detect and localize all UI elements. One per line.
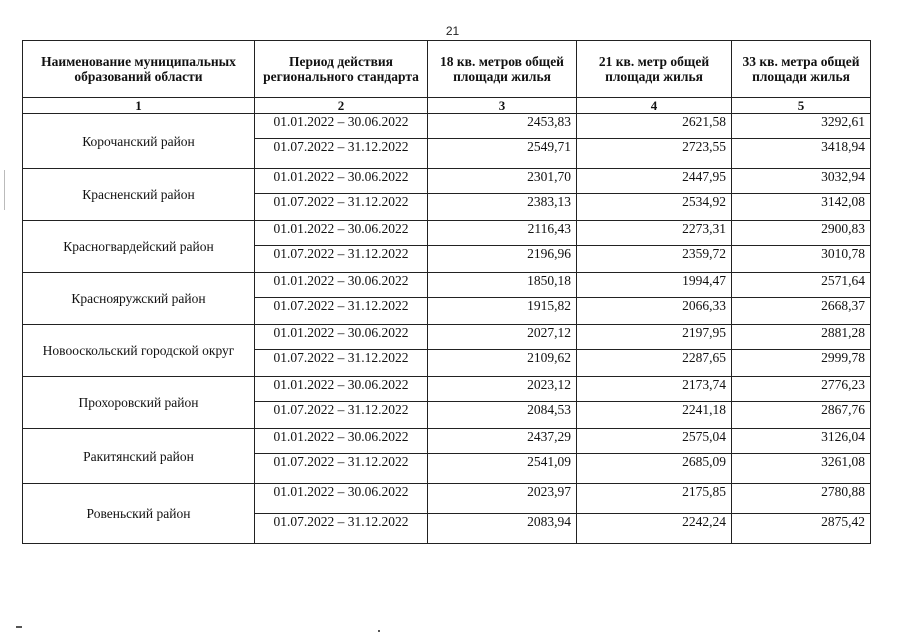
value-21-sqm: 2621,58 [577, 114, 732, 139]
value-18-sqm: 2541,09 [428, 454, 577, 484]
value-33-sqm: 3032,94 [732, 169, 871, 194]
value-18-sqm: 2084,53 [428, 402, 577, 429]
value-18-sqm: 2437,29 [428, 429, 577, 454]
value-21-sqm: 2175,85 [577, 484, 732, 514]
housing-cost-standard-table [22, 40, 871, 544]
value-21-sqm: 2359,72 [577, 246, 732, 273]
value-21-sqm: 2242,24 [577, 514, 732, 544]
value-18-sqm: 2023,12 [428, 377, 577, 402]
value-33-sqm: 2875,42 [732, 514, 871, 544]
value-18-sqm: 1850,18 [428, 273, 577, 298]
value-33-sqm: 2881,28 [732, 325, 871, 350]
period-cell: 01.01.2022 – 30.06.2022 [255, 429, 428, 454]
value-18-sqm: 2453,83 [428, 114, 577, 139]
value-33-sqm: 3261,08 [732, 454, 871, 484]
value-21-sqm: 2723,55 [577, 139, 732, 169]
value-33-sqm: 2780,88 [732, 484, 871, 514]
period-cell: 01.07.2022 – 31.12.2022 [255, 298, 428, 325]
district-name: Краснояружский район [23, 273, 255, 325]
value-21-sqm: 2685,09 [577, 454, 732, 484]
period-cell: 01.01.2022 – 30.06.2022 [255, 325, 428, 350]
value-21-sqm: 2287,65 [577, 350, 732, 377]
scan-speck [16, 626, 22, 628]
period-cell: 01.01.2022 – 30.06.2022 [255, 169, 428, 194]
district-name: Новооскольский городской округ [23, 325, 255, 377]
column-number: 5 [732, 98, 871, 114]
table-row [23, 429, 871, 454]
period-cell: 01.07.2022 – 31.12.2022 [255, 350, 428, 377]
value-18-sqm: 2383,13 [428, 194, 577, 221]
table-row [23, 377, 871, 402]
district-name: Ракитянский район [23, 429, 255, 484]
value-21-sqm: 2197,95 [577, 325, 732, 350]
value-33-sqm: 2668,37 [732, 298, 871, 325]
column-header-municipality: Наименование муниципальных образований области [23, 41, 255, 98]
page-number: 21 [445, 24, 460, 38]
scan-speck [378, 630, 380, 632]
value-33-sqm: 2867,76 [732, 402, 871, 429]
table-header-row [23, 41, 871, 98]
value-33-sqm: 3142,08 [732, 194, 871, 221]
column-number: 4 [577, 98, 732, 114]
period-cell: 01.07.2022 – 31.12.2022 [255, 402, 428, 429]
value-18-sqm: 2549,71 [428, 139, 577, 169]
table-row [23, 484, 871, 514]
column-header-21-sqm: 21 кв. метр общей площади жилья [577, 41, 732, 98]
value-18-sqm: 2196,96 [428, 246, 577, 273]
scan-speck [4, 170, 5, 210]
value-33-sqm: 3418,94 [732, 139, 871, 169]
district-name: Прохоровский район [23, 377, 255, 429]
value-21-sqm: 2066,33 [577, 298, 732, 325]
table-row [23, 273, 871, 298]
value-18-sqm: 2027,12 [428, 325, 577, 350]
column-number: 3 [428, 98, 577, 114]
value-33-sqm: 3292,61 [732, 114, 871, 139]
value-21-sqm: 2447,95 [577, 169, 732, 194]
column-header-18-sqm: 18 кв. метров общей площади жилья [428, 41, 577, 98]
period-cell: 01.07.2022 – 31.12.2022 [255, 139, 428, 169]
period-cell: 01.07.2022 – 31.12.2022 [255, 514, 428, 544]
period-cell: 01.01.2022 – 30.06.2022 [255, 114, 428, 139]
value-33-sqm: 2999,78 [732, 350, 871, 377]
table-row [23, 169, 871, 194]
table-row [23, 221, 871, 246]
value-18-sqm: 1915,82 [428, 298, 577, 325]
value-18-sqm: 2083,94 [428, 514, 577, 544]
value-21-sqm: 2241,18 [577, 402, 732, 429]
value-21-sqm: 2575,04 [577, 429, 732, 454]
district-name: Красногвардейский район [23, 221, 255, 273]
period-cell: 01.07.2022 – 31.12.2022 [255, 194, 428, 221]
period-cell: 01.01.2022 – 30.06.2022 [255, 221, 428, 246]
district-name: Красненский район [23, 169, 255, 221]
period-cell: 01.07.2022 – 31.12.2022 [255, 246, 428, 273]
value-21-sqm: 2273,31 [577, 221, 732, 246]
value-18-sqm: 2023,97 [428, 484, 577, 514]
table-row [23, 325, 871, 350]
value-18-sqm: 2301,70 [428, 169, 577, 194]
column-header-period: Период действия регионального стандарта [255, 41, 428, 98]
table-row [23, 114, 871, 139]
column-header-33-sqm: 33 кв. метра общей площади жилья [732, 41, 871, 98]
column-number: 2 [255, 98, 428, 114]
value-21-sqm: 2534,92 [577, 194, 732, 221]
period-cell: 01.01.2022 – 30.06.2022 [255, 273, 428, 298]
value-21-sqm: 1994,47 [577, 273, 732, 298]
value-33-sqm: 2571,64 [732, 273, 871, 298]
district-name: Ровеньский район [23, 484, 255, 544]
value-33-sqm: 2776,23 [732, 377, 871, 402]
value-33-sqm: 3010,78 [732, 246, 871, 273]
column-number-row [23, 98, 871, 114]
value-33-sqm: 3126,04 [732, 429, 871, 454]
period-cell: 01.01.2022 – 30.06.2022 [255, 377, 428, 402]
value-21-sqm: 2173,74 [577, 377, 732, 402]
period-cell: 01.07.2022 – 31.12.2022 [255, 454, 428, 484]
value-33-sqm: 2900,83 [732, 221, 871, 246]
period-cell: 01.01.2022 – 30.06.2022 [255, 484, 428, 514]
value-18-sqm: 2116,43 [428, 221, 577, 246]
district-name: Корочанский район [23, 114, 255, 169]
column-number: 1 [23, 98, 255, 114]
value-18-sqm: 2109,62 [428, 350, 577, 377]
